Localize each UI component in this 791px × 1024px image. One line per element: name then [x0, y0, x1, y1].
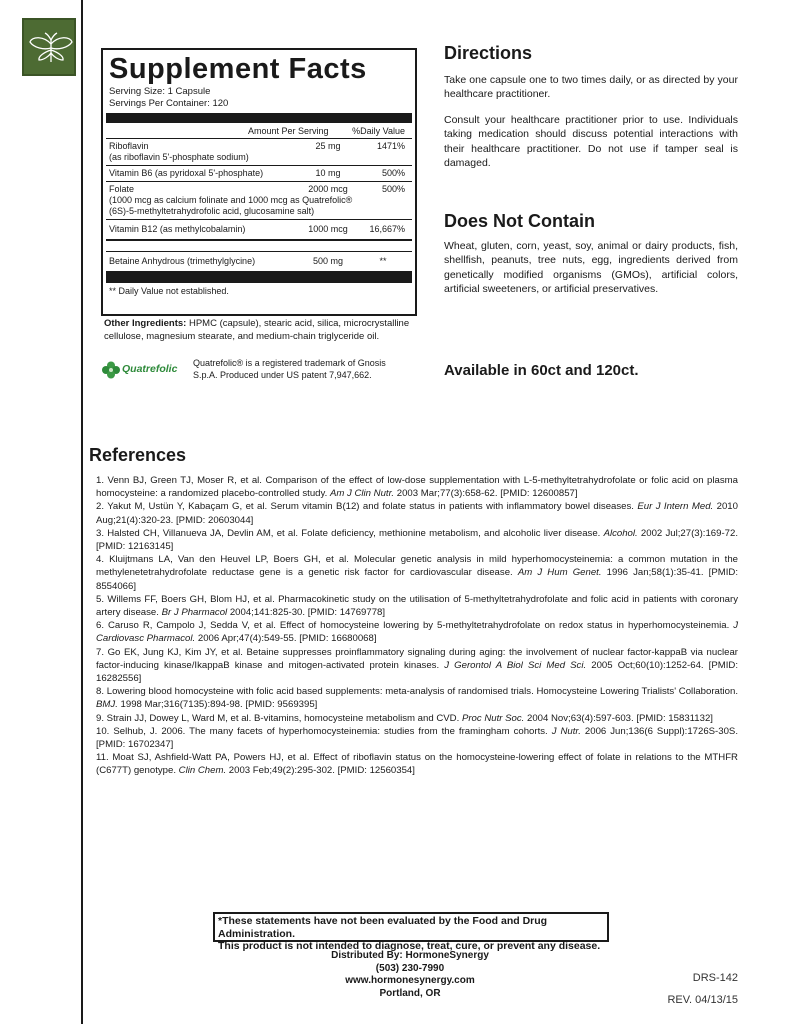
does-not-contain-text: Wheat, gluten, corn, yeast, soy, animal or dairy products, fish, shellfish, peanuts, tree nuts, egg, ingredients derived from genetically modified organisms (GMOs), artificial colors, artificial sweeteners, or artificial preservatives. [444, 240, 738, 295]
supplement-facts-title: Supplement Facts [109, 53, 367, 85]
nutrient-dv: 500% [381, 184, 405, 194]
supplement-facts-panel [101, 48, 417, 316]
nutrient-source: (1000 mcg as calcium folinate and 1000 mcg as Quatrefolic® [109, 195, 353, 205]
nutrient-amount: 25 mg [315, 141, 341, 151]
ref-text: 1. Venn BJ, Green TJ, Moser R, et al. Comparison of the effect of low-dose supplementation with L-5-methyltetrahydrofolate or folic acid on plasma homocysteine: a randomized placebo-controlled study. [96, 475, 738, 500]
daily-value-footnote: ** Daily Value not established. [109, 286, 229, 296]
ref-journal: Alcohol. [603, 527, 638, 539]
ref-journal: J Cardiovasc Pharmacol. [96, 620, 738, 645]
ref-citation: 2002 Jul;27(3):169-72. [PMID: 12163145] [96, 527, 739, 553]
ref-journal: Am J Hum Genet. [517, 567, 602, 579]
reference-item [96, 593, 738, 619]
serving-size: Serving Size: 1 Capsule [109, 86, 211, 97]
nutrient-source-cont: (6S)-5-methyltetrahydrofolic acid, glucosamine salt) [109, 206, 315, 216]
reference-item [96, 751, 738, 777]
references-heading: References [89, 445, 187, 465]
ref-journal: Eur J Intern Med. [637, 501, 714, 513]
nutrient-amount: 10 mg [315, 168, 341, 178]
ref-journal: Am J Clin Nutr. [329, 488, 395, 500]
document-code: DRS-142 [692, 972, 738, 984]
facts-row-vitamin-b12 [106, 220, 412, 241]
reference-item [96, 553, 738, 593]
nutrient-dv: 1471% [376, 141, 405, 151]
divider-thick [106, 113, 412, 123]
divider-thick-bottom [106, 271, 412, 283]
nutrient-source: (as riboflavin 5'-phosphate sodium) [109, 152, 249, 162]
ref-citation: 2006 Apr;47(4):549-55. [PMID: 16680068] [195, 633, 377, 645]
references-list [96, 474, 738, 778]
document-code-block [667, 967, 738, 1011]
directions-text-1: Take one capsule one to two times daily, or as directed by your healthcare practitioner. [444, 74, 738, 101]
ref-citation: 2004 Nov;63(4):597-603. [PMID: 15831132] [524, 712, 713, 724]
nutrient-dv: 16,667% [369, 224, 405, 234]
quatrefolic-logo-text: Quatrefolic [122, 363, 178, 375]
ref-text: 2. Yakut M, Ustün Y, Kabaçam G, et al. Serum vitamin B(12) and folate status in patients with inflammatory bowel diseases. [96, 501, 638, 513]
reference-item [96, 500, 738, 526]
ref-text: 6. Caruso R, Campolo J, Sedda V, et al. Effect of homocysteine lowering by 5-methyltetrahydrofolate on redox status in hyperhomocysteinemia. [96, 620, 734, 632]
facts-row-vitamin-b6 [106, 166, 412, 182]
ref-text: 10. Selhub, J. 2006. The many facets of hyperhomocysteinemia: studies from the framingham cohorts. [96, 725, 552, 737]
daily-value-header: %Daily Value [352, 126, 405, 136]
ref-citation: 1996 Jan;58(1):35-41. [PMID: 8554066] [96, 567, 738, 592]
ref-citation: 2006 Jun;136(6 Suppl):1726S-30S. [PMID: 16702347] [96, 725, 738, 751]
nutrient-amount: 1000 mcg [308, 224, 348, 234]
facts-header-row [106, 123, 412, 139]
ref-text: 3. Halsted CH, Villanueva JA, Devlin AM, et al. Folate deficiency, methionine metabolism, and alcoholic liver disease. [96, 527, 604, 539]
ref-citation: 2003 Feb;49(2):295-302. [PMID: 12560354] [226, 765, 415, 777]
distributor-block [290, 950, 530, 1000]
reference-item [96, 725, 738, 751]
fda-disclaimer [213, 912, 609, 952]
reference-item [96, 712, 738, 725]
availability-note: Available in 60ct and 120ct. [444, 362, 639, 379]
quatrefolic-trademark-note: Quatrefolic® is a registered trademark of Gnosis S.p.A. Produced under US patent 7,947,662. [193, 358, 386, 380]
directions-heading: Directions [444, 43, 533, 63]
fda-disclaimer-line-2: This product is not intended to diagnose, treat, cure, or prevent any disease. [218, 940, 601, 952]
ref-text: 9. Strain JJ, Dowey L, Ward M, et al. B-vitamins, homocysteine metabolism and CVD. [96, 712, 462, 724]
ref-text: 5. Willems FF, Boers GH, Blom HJ, et al. Pharmacokinetic study on the utilisation of 5-methyltetrahydrofolate and folic acid in patients with coronary artery disease. [96, 593, 738, 619]
other-ingredients-text: HPMC (capsule), stearic acid, silica, microcrystalline cellulose, magnesium stearate, and medium-chain triglyceride oil. [104, 318, 410, 342]
distributor-phone: (503) 230-7990 [375, 962, 445, 974]
fda-disclaimer-line-1: *These statements have not been evaluated by the Food and Drug Administration. [218, 915, 548, 940]
row-spacer [106, 241, 412, 252]
facts-row-betaine [106, 252, 412, 271]
revision-date: REV. 04/13/15 [667, 994, 738, 1006]
ref-text: 4. Kluijtmans LA, Van den Heuvel LP, Boers GH, et al. Molecular genetic analysis in mild hyperhomocysteinemia: a common mutation in the methylenetetrahydrofolate reductase gene is a genetic risk factor for cardiovascular disease. [96, 554, 738, 579]
facts-row-folate [106, 182, 412, 220]
amount-per-serving-header: Amount Per Serving [248, 126, 329, 136]
ref-citation: 2005 Oct;60(10):1252-64. [PMID: 16282556] [96, 659, 738, 685]
nutrient-name: Vitamin B12 (as methylcobalamin) [109, 224, 246, 234]
nutrient-dv: 500% [381, 168, 405, 178]
ref-citation: 2010 Aug;21(4):320-23. [PMID: 20603044] [96, 501, 738, 526]
facts-row-riboflavin [106, 139, 412, 166]
ref-journal: BMJ. [96, 699, 118, 711]
directions-text-2: Consult your healthcare practitioner prior to use. Individuals taking medication should discuss potential interactions with their healthcare practitioner. Do not use if tamper seal is damaged. [444, 114, 738, 169]
distributor-website: www.hormonesynergy.com [345, 975, 475, 986]
nutrient-amount: 2000 mcg [308, 184, 348, 194]
nutrient-name: Betaine Anhydrous (trimethylglycine) [109, 256, 256, 266]
moth-icon [24, 20, 78, 78]
ref-journal: Clin Chem. [178, 765, 227, 777]
other-ingredients-label: Other Ingredients: [104, 318, 187, 329]
other-ingredients [104, 318, 420, 343]
reference-item [96, 474, 738, 500]
distributor-city: Portland, OR [379, 987, 441, 999]
nutrient-name: Riboflavin [109, 141, 149, 151]
ref-text: 8. Lowering blood homocysteine with folic acid based supplements: meta-analysis of randomised trials. Homocysteine Lowering Trialists' Collaboration. [96, 686, 738, 698]
nutrient-name: Vitamin B6 (as pyridoxal 5'-phosphate) [109, 168, 264, 178]
does-not-contain-heading: Does Not Contain [444, 211, 595, 231]
ref-journal: J Gerontol A Biol Sci Med Sci. [444, 659, 587, 671]
ref-text: 11. Moat SJ, Ashfield-Watt PA, Powers HJ, et al. Effect of riboflavin status on the homocysteine-lowering effect of folate in relations to the MTHFR (C677T) genotype. [96, 752, 738, 777]
reference-item [96, 619, 738, 645]
ref-citation: 1998 Mar;316(7135):894-98. [PMID: 9569395] [117, 699, 318, 711]
clover-icon [101, 361, 121, 379]
distributor-label: Distributed By: HormoneSynergy [331, 950, 489, 961]
brand-logo [22, 18, 76, 76]
ref-journal: Proc Nutr Soc. [461, 712, 525, 724]
reference-item [96, 685, 738, 711]
ref-citation: 2003 Mar;77(3):658-62. [PMID: 12600857] [394, 488, 578, 500]
reference-item [96, 646, 738, 686]
ref-journal: Br J Pharmacol [161, 607, 228, 619]
servings-per-container: Servings Per Container: 120 [109, 98, 229, 109]
ref-text: 7. Go EK, Jung KJ, Kim JY, et al. Betaine suppresses proinflammatory signaling during aging: the involvement of nuclear factor-kappaB via nuclear factor-inducing kinase/IkappaB kinase and mitogen-activated protein kinases. [96, 646, 738, 671]
nutrient-dv: ** [379, 256, 387, 266]
nutrient-name: Folate [109, 184, 135, 194]
reference-item [96, 527, 738, 553]
quatrefolic-logo [101, 361, 189, 379]
ref-citation: 2004;141:825-30. [PMID: 14769778] [227, 607, 386, 619]
margin-rule [81, 0, 83, 1024]
ref-journal: J Nutr. [551, 725, 581, 737]
nutrient-amount: 500 mg [312, 256, 344, 266]
